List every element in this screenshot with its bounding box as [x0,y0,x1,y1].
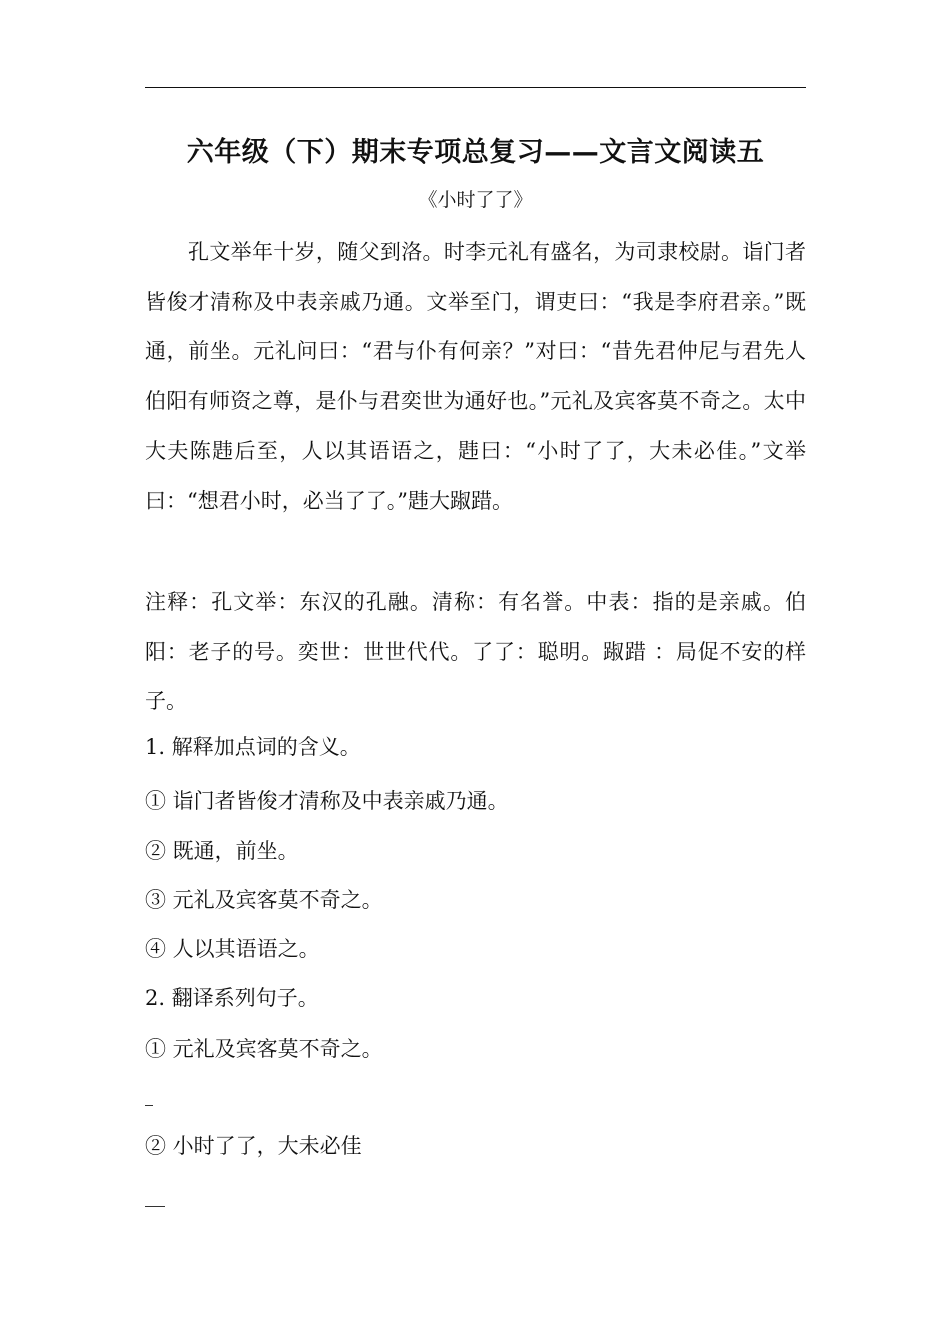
question-1-item: ② 既通，前坐。 [145,839,299,863]
question-2-item: ① 元礼及宾客莫不奇之。 [145,1037,383,1061]
question-1-heading: 1. 解释加点词的含义。 [145,735,361,759]
answer-blank-line [145,1105,153,1106]
question-1-item: ③ 元礼及宾客莫不奇之。 [145,888,383,912]
passage-text: 孔文举年十岁，随父到洛。时李元礼有盛名，为司隶校尉。诣门者皆俊才清称及中表亲戚乃通。文举至门，谓吏曰：“我是李府君亲。”既通，前坐。元礼问曰：“君与仆有何亲？”对曰：“昔先君仲尼与君先人伯阳有师资之尊，是仆与君奕世为通好也。”元礼及宾客莫不奇之。太中大夫陈韪后至，人以其语语之，韪曰：“小时了了，大未必佳。”文举曰：“想君小时，必当了了。”韪大踧踖。 [145,240,806,513]
question-2-heading: 2. 翻译系列句子。 [145,986,319,1010]
document-title: 六年级（下）期末专项总复习——文言文阅读五 [186,137,765,168]
document-subtitle: 《小时了了》 [418,189,533,211]
question-1-item: ① 诣门者皆俊才清称及中表亲戚乃通。 [145,789,509,813]
notes-text: 注释：孔文举：东汉的孔融。清称：有名誉。中表：指的是亲戚。伯阳：老子的号。奕世：世世代代。了了：聪明。踧踖 ：局促不安的样子。 [145,590,806,713]
answer-blank-line [145,1206,165,1207]
question-1-item: ④ 人以其语语之。 [145,937,320,961]
question-2-item: ② 小时了了，大未必佳 [145,1134,362,1158]
header-rule [145,87,806,88]
